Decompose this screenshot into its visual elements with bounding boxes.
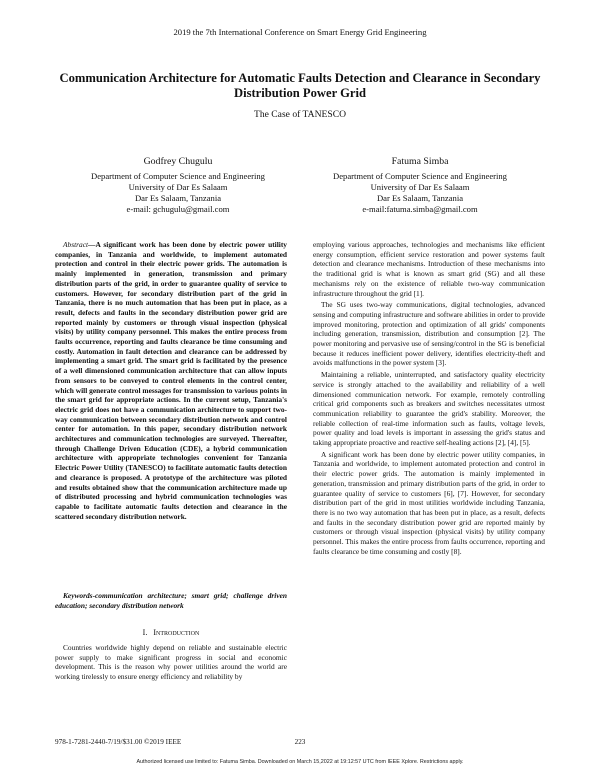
author-name: Godfrey Chugulu (143, 156, 213, 167)
right-column (313, 240, 545, 559)
conference-header: 2019 the 7th International Conference on Smart Energy Grid Engineering (173, 27, 427, 37)
keywords: Keywords-communication architecture; smart grid; challenge driven education; secondary distribution network (55, 591, 287, 610)
author-email: e-mail: gchugulu@gmail.com (126, 204, 230, 214)
body-paragraph: The SG uses two-way communications, digital technologies, advanced sensing and computing infrastructure and software abilities in order to provide improved monitoring, protection and optimization of all grids' components including generation, transmission, distribution and consumption [2]. The power monitoring and pervasive use of sensing/control in the SG is beneficial because it reduces inefficient power delivery, identifies electricity-theft and avoids malfunctions in the power system [3]. (313, 300, 545, 368)
footer-isbn: 978-1-7281-2440-7/19/$31.00 ©2019 IEEE (55, 738, 182, 746)
license-notice: Authorized licensed use limited to: Fatuma Simba. Downloaded on March 15,2022 at 19:12:57 UTC from IEEE Xplore. Restrictions apply. (136, 759, 464, 765)
author-department: Department of Computer Science and Engineering (333, 171, 507, 181)
author-department: Department of Computer Science and Engineering (91, 171, 265, 181)
author-university: University of Dar Es Salaam (128, 182, 228, 192)
author-university: University of Dar Es Salaam (370, 182, 470, 192)
page-number: 223 (294, 738, 306, 746)
author-location: Dar Es Salaam, Tanzania (134, 193, 222, 203)
abstract-text: —A significant work has been done by electric power utility companies, in Tanzania and worldwide, to implement automated protection and control in their electric power grids. The automation is mainly implemented in generation, transmission and primary distribution parts of the grid, in order to guarantee quality of service to customers. However, for secondary distribution part of the grid in Tanzania, there is no much automation that has been put in place, as a result, defects and faults in the secondary distribution power grid are reported mainly by customers or through visual inspection (physical visits) by utility company personnel. This makes the entire process from faults occurrence, reporting and faults clearance be time consuming and costly. Automation in fault detection and clearance can be addressed by implementing a smart grid. The smart grid is facilitated by the presence of a well dimensioned communication architecture that can allow inputs from sensors to be conveyed to control elements in the control center, which will generate control messages for transmission to various points in the smart grid for appropriate actions. In the current setup, Tanzania's electric grid does not have a communication architecture to support two-way communication between secondary distribution network and control center for automation. In this paper, secondary distribution network architectures and communication technologies are surveyed. Thereafter, through Challenge Driven Education (CDE), a hybrid communication architecture with appropriate technologies convenient for Tanzania Electric Power Utility (TANESCO) to facilitate automatic faults detection and clearance is proposed. A prototype of the architecture was piloted and results obtained show that the communication architecture made up of distributed processing and hybrid communication technologies was capable to facilitate automatic faults detection and clearance in the scattered secondary distribution network. (55, 240, 287, 521)
section-number: I. (142, 628, 148, 637)
section-heading (55, 628, 287, 637)
body-paragraph: A significant work has been done by electric power utility companies, in Tanzania and worldwide, to implement automated protection and control in their electric power grids. The automation is mainly implemented in generation, transmission and primary distribution parts of the grid, in order to guarantee quality of service to customers [6], [7]. However, for secondary distribution part of the grid in most utilities worldwide including Tanzania, there is no two way automation that has been put in place, as a result, defects and faults in the secondary distribution power grid are reported mainly by customers or through visual inspection (physical visits) by utility company personnel. This makes the entire process from faults occurrence, reporting and faults clearance be time consuming and costly [8]. (313, 449, 545, 556)
author-location: Dar Es Salaam, Tanzania (376, 193, 464, 203)
author-email: e-mail:fatuma.simba@gmail.com (362, 204, 478, 214)
body-paragraph: Maintaining a reliable, uninterrupted, and satisfactory quality electricity service is strongly attached to the availability and reliability of a well dimensioned communication network. For example, remotely controlling critical grid components such as breakers and switches necessitates utmost communication reliability to guarantee the grid's stability. Moreover, the reliable collection of real-time information such as faults, voltage levels, power quality and load levels is important in assessing the grid's status and taking appropriate proactive and reactive self-healing actions [2], [4], [5]. (313, 370, 545, 448)
body-paragraph: employing various approaches, technologies and mechanisms like efficient energy consumption, efficient service restoration and power systems fault detection and clearance mechanisms. Introduction of these mechanisms into the traditional grid is what is known as smart grid (SG) and all these mechanisms rely on the existence of reliable two-way communication infrastructure throughout the grid [1]. (313, 240, 545, 298)
paper-title: Communication Architecture for Automatic Faults Detection and Clearance in Secondary Distribution Power Grid (59, 71, 541, 100)
author-block-1 (63, 156, 293, 215)
intro-paragraph: Countries worldwide highly depend on reliable and sustainable electric power supply to make significant progress in social and economic development. This is the reason why power utilities around the world are working tirelessly to ensure energy efficiency and reliability by (55, 643, 287, 682)
abstract (55, 240, 287, 521)
paper-subtitle: The Case of TANESCO (253, 109, 347, 120)
abstract-label: Abstract (63, 240, 89, 249)
author-name: Fatuma Simba (391, 156, 449, 167)
author-block-2 (305, 156, 535, 215)
section-title: Introduction (153, 628, 200, 637)
